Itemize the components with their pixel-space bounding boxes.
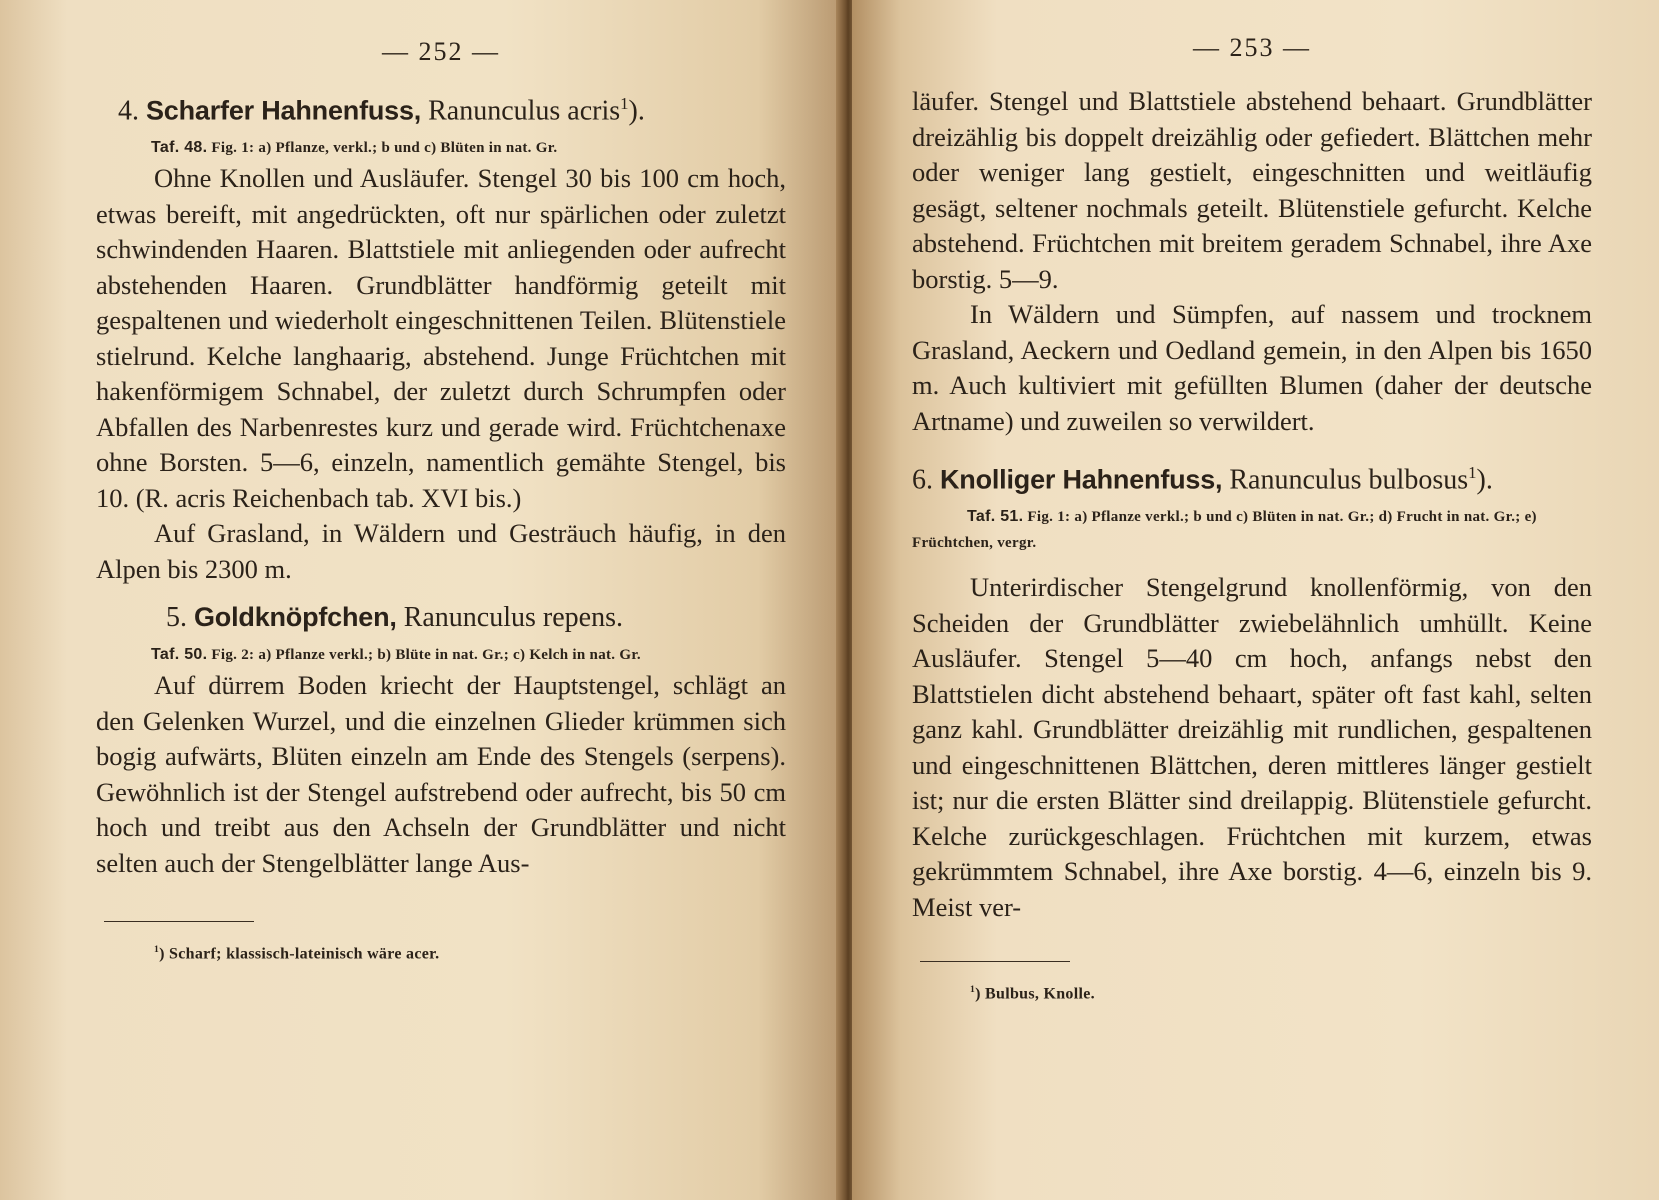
continuation-paragraph: läufer. Stengel und Blattstiele abstehend behaart. Grundblätter dreizählig bis doppelt dreizählig oder gefiedert. Blättchen mehr oder weniger lang gestielt, eingeschnitten und weitläufig gesägt, seltener nochmals geteilt. Blütenstiele gefurcht. Kelche abstehend. Früchtchen mit breitem geradem Schnabel, ihre Axe borstig. 5—9. bbox=[912, 86, 1592, 294]
left-page-content bbox=[96, 0, 786, 964]
footnote bbox=[970, 984, 1592, 1003]
species-latin-name: Ranunculus repens. bbox=[403, 602, 623, 634]
footnote-mark: 1 bbox=[970, 984, 976, 996]
plate-reference bbox=[96, 642, 786, 668]
habitat-paragraph: Auf Grasland, in Wäldern und Gesträuch häufig, in den Alpen bis 2300 m. bbox=[96, 518, 786, 584]
page-number: — 253 — bbox=[1193, 33, 1311, 62]
heading-end: ). bbox=[1476, 464, 1493, 496]
species-latin-name: Ranunculus bulbosus bbox=[1229, 464, 1469, 496]
footnote-mark: 1 bbox=[154, 944, 160, 956]
species-number: 4. bbox=[118, 95, 139, 127]
footnote-rule bbox=[104, 921, 254, 922]
plate-reference bbox=[912, 504, 1592, 556]
species-number: 6. bbox=[912, 464, 933, 496]
description-paragraph: Auf dürrem Boden kriecht der Hauptstengel, schlägt an den Gelenken Wurzel, und die einzelnen Glieder krümmen sich bogig aufwärts, Blüten einzeln am Ende des Stengels (serpens). Gewöhnlich ist der Stengel aufstrebend oder aufrecht, bis 50 cm hoch und treibt aus den Achseln der Grundblätter und nicht selten auch der Stengelblätter lange Aus- bbox=[96, 670, 786, 878]
plate-number: Taf. 48. bbox=[151, 139, 208, 157]
species-german-name: Scharfer Hahnenfuss, bbox=[146, 95, 422, 126]
plate-caption: Fig. 1: a) Pflanze verkl.; b und c) Blüten in nat. Gr.; d) Frucht in nat. Gr.; e) Früchtchen, vergr. bbox=[912, 509, 1537, 552]
footnote-mark: 1 bbox=[1468, 463, 1477, 482]
description-paragraph: Ohne Knollen und Ausläufer. Stengel 30 bis 100 cm hoch, etwas bereift, mit angedrückten, oft nur spärlichen oder zuletzt schwindenden Haaren. Blattstiele mit anliegenden oder aufrecht abstehenden Haaren. Grundblätter handförmig geteilt mit gespaltenen und wiederholt eingeschnittenen Teilen. Blütenstiele stielrund. Kelche langhaarig, abstehend. Junge Früchtchen mit hakenförmigem Schnabel, der zuletzt durch Schrumpfen oder Abfallen des Narbenrestes kurz und gerade wird. Früchtchenaxe ohne Borsten. 5—6, einzeln, namentlich gemähte Stengel, bis 10. (R. acris Reichenbach tab. XVI bis.) bbox=[96, 163, 786, 513]
right-page bbox=[852, 0, 1659, 1200]
species-heading bbox=[118, 84, 786, 131]
footnote bbox=[154, 944, 786, 963]
page-number: — 252 — bbox=[382, 37, 500, 66]
habitat-paragraph: In Wäldern und Sümpfen, auf nassem und trocknem Grasland, Aeckern und Oedland gemein, in den Alpen bis 1650 m. Auch kultiviert mit gefüllten Blumen (daher der deutsche Artname) und zuweilen so verwildert. bbox=[912, 299, 1592, 436]
plate-caption: Fig. 1: a) Pflanze, verkl.; b und c) Blüten in nat. Gr. bbox=[211, 140, 558, 157]
species-heading bbox=[166, 597, 786, 638]
right-page-content bbox=[912, 0, 1592, 1004]
plate-reference bbox=[151, 135, 786, 161]
heading-end: ). bbox=[628, 95, 645, 127]
footnote-text: ) Bulbus, Knolle. bbox=[975, 985, 1095, 1003]
footnote-text: ) Scharf; klassisch-lateinisch wäre acer. bbox=[159, 945, 440, 963]
species-heading bbox=[912, 453, 1592, 500]
species-number: 5. bbox=[166, 602, 187, 634]
species-german-name: Knolliger Hahnenfuss, bbox=[940, 464, 1223, 495]
plate-number: Taf. 51. bbox=[967, 508, 1024, 526]
plate-number: Taf. 50. bbox=[151, 646, 208, 664]
plate-caption: Fig. 2: a) Pflanze verkl.; b) Blüte in nat. Gr.; c) Kelch in nat. Gr. bbox=[211, 647, 641, 664]
description-paragraph: Unterirdischer Stengelgrund knollenförmig, von den Scheiden der Grundblätter zwiebelähnlich umhüllt. Keine Ausläufer. Stengel 5—40 cm hoch, anfangs nebst den Blattstielen dicht abstehend behaart, später oft fast kahl, selten ganz kahl. Grundblätter dreizählig mit rundlichen, gespaltenen und eingeschnittenen Blättchen, deren mittleres länger gestielt ist; nur die ersten Blätter sind dreilappig. Blütenstiele gefurcht. Kelche zurückgeschlagen. Früchtchen mit kurzem, etwas gekrümmtem Schnabel, ihre Axe borstig. 4—6, einzeln bis 9. Meist ver- bbox=[912, 572, 1592, 922]
footnote-rule bbox=[920, 961, 1070, 962]
species-latin-name: Ranunculus acris bbox=[428, 95, 621, 127]
footnote-mark: 1 bbox=[620, 94, 629, 113]
species-german-name: Goldknöpfchen, bbox=[194, 602, 397, 633]
